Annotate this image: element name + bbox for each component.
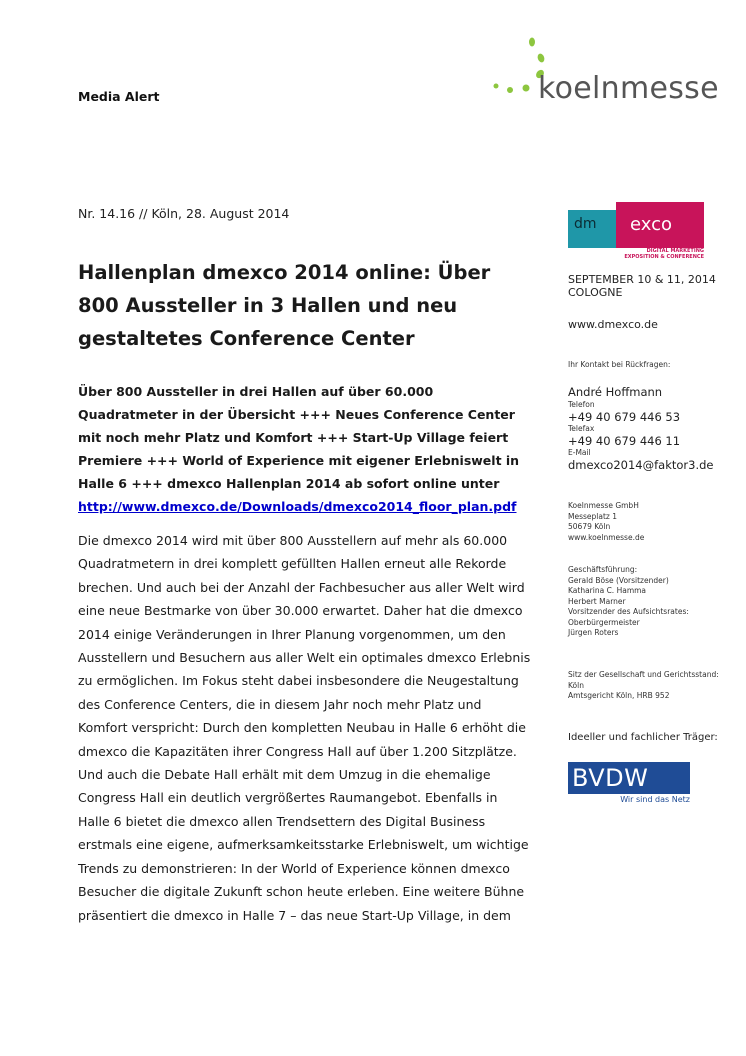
- bvdw-logo-text: BVDW: [572, 764, 649, 792]
- company-line: 50679 Köln: [568, 522, 611, 531]
- management-line: Oberbürgermeister: [568, 617, 640, 627]
- seat-line: Köln: [568, 680, 584, 690]
- company-line: Messeplatz 1: [568, 511, 617, 521]
- media-alert-label: Media Alert: [78, 89, 160, 104]
- management-line: Jürgen Roters: [568, 628, 619, 637]
- seat-line: Sitz der Gesellschaft und Gerichtsstand:: [568, 670, 719, 679]
- company-address: [568, 501, 644, 543]
- management-line: Vorsitzender des Aufsichtsrates:: [568, 607, 689, 616]
- phone-number: +49 40 679 446 53: [568, 410, 681, 424]
- koelnmesse-logo: [488, 36, 728, 112]
- event-url[interactable]: www.dmexco.de: [568, 318, 658, 331]
- supporter-label: Ideeller und fachlicher Träger:: [568, 732, 718, 743]
- email-label: E-Mail: [568, 448, 591, 457]
- event-dates-line: SEPTEMBER 10 & 11, 2014: [568, 273, 716, 286]
- lead-paragraph: [78, 380, 528, 518]
- dmexco-subtitle-line-1: DIGITAL MARKETING: [646, 248, 704, 254]
- registered-seat-info: [568, 670, 719, 702]
- body-paragraph: Die dmexco 2014 wird mit über 800 Ausstellern auf mehr als 60.000 Quadratmetern in drei komplett gefüllten Hallen erneut alle Rekorde brechen. Und auch bei der Anzahl der Fachbesucher aus aller Welt wird eine neue Bestmarke von über 30.000 erwartet. Daher hat die dmexco 2014 einige Veränderungen in Ihrer Planung vorgenommen, um den Ausstellern und Besuchern aus aller Welt ein optimales dmexco Erlebnis zu ermöglichen. Im Fokus steht dabei insbesondere die Neugestaltung des Conference Centers, die in diesem Jahr noch mehr Platz und Komfort verspricht: Durch den kompletten Neubau in Halle 6 erhöht die dmexco die Kapazitäten ihrer Congress Hall auf über 1.200 Sitzplätze. Und auch die Debate Hall erhält mit dem Umzug in die ehemalige Congress Hall ein deutlich vergrößertes Raumangebot. Ebenfalls in Halle 6 bietet die dmexco allen Trendsettern des Digital Business erstmals eine eigene, aufmerksamkeitsstarke Erlebniswelt, um wichtige Trends zu demonstrieren: In der World of Experience können dmexco Besucher die digitale Zukunft schon heute erleben. Eine weitere Bühne präsentiert die dmexco in Halle 7 – das neue Start-Up Village, in dem: [78, 533, 531, 923]
- dmexco-logo-subtitle: [568, 248, 704, 260]
- contact-label: Ihr Kontakt bei Rückfragen:: [568, 360, 671, 369]
- management-line: Herbert Marner: [568, 596, 626, 606]
- management-line: Gerald Böse (Vorsitzender): [568, 575, 669, 585]
- floor-plan-link[interactable]: http://www.dmexco.de/Downloads/dmexco2014_floor_plan.pdf: [78, 499, 517, 514]
- issue-number-date: Nr. 14.16 // Köln, 28. August 2014: [78, 206, 290, 221]
- event-dates: [568, 273, 716, 299]
- dmexco-logo-dm-text: dm: [574, 216, 597, 232]
- company-website[interactable]: www.koelnmesse.de: [568, 532, 645, 542]
- dmexco-logo: [568, 202, 704, 260]
- management-line: Katharina C. Hamma: [568, 586, 647, 595]
- contact-name: André Hoffmann: [568, 385, 663, 399]
- dmexco-logo-exco-text: exco: [630, 214, 673, 235]
- headline: Hallenplan dmexco 2014 online: Über 800 Aussteller in 3 Hallen und neu gestaltetes Conference Center: [78, 261, 491, 350]
- phone-label: Telefon: [568, 400, 595, 409]
- lead-text: Über 800 Aussteller in drei Hallen auf über 60.000 Quadratmeter in der Übersicht +++ Neues Conference Center mit noch mehr Platz und Komfort +++ Start-Up Village feiert Premiere +++ World of Experience mit eigener Erlebniswelt in Halle 6 +++ dmexco Hallenplan 2014 ab sofort online unter: [78, 384, 520, 491]
- fax-number: +49 40 679 446 11: [568, 434, 681, 448]
- bvdw-logo: [568, 762, 690, 806]
- koelnmesse-wordmark: koelnmesse: [538, 71, 719, 106]
- contact-details: [568, 399, 713, 471]
- fax-label: Telefax: [568, 424, 595, 433]
- seat-line: Amtsgericht Köln, HRB 952: [568, 691, 670, 700]
- company-line: Koelnmesse GmbH: [568, 501, 639, 510]
- email-address[interactable]: dmexco2014@faktor3.de: [568, 458, 714, 472]
- event-location-line: COLOGNE: [568, 286, 623, 299]
- dmexco-subtitle-line-2: EXPOSITION & CONFERENCE: [624, 254, 704, 260]
- bvdw-tagline: Wir sind das Netz: [620, 795, 690, 804]
- management-info: [568, 565, 689, 639]
- management-line: Geschäftsführung:: [568, 565, 638, 574]
